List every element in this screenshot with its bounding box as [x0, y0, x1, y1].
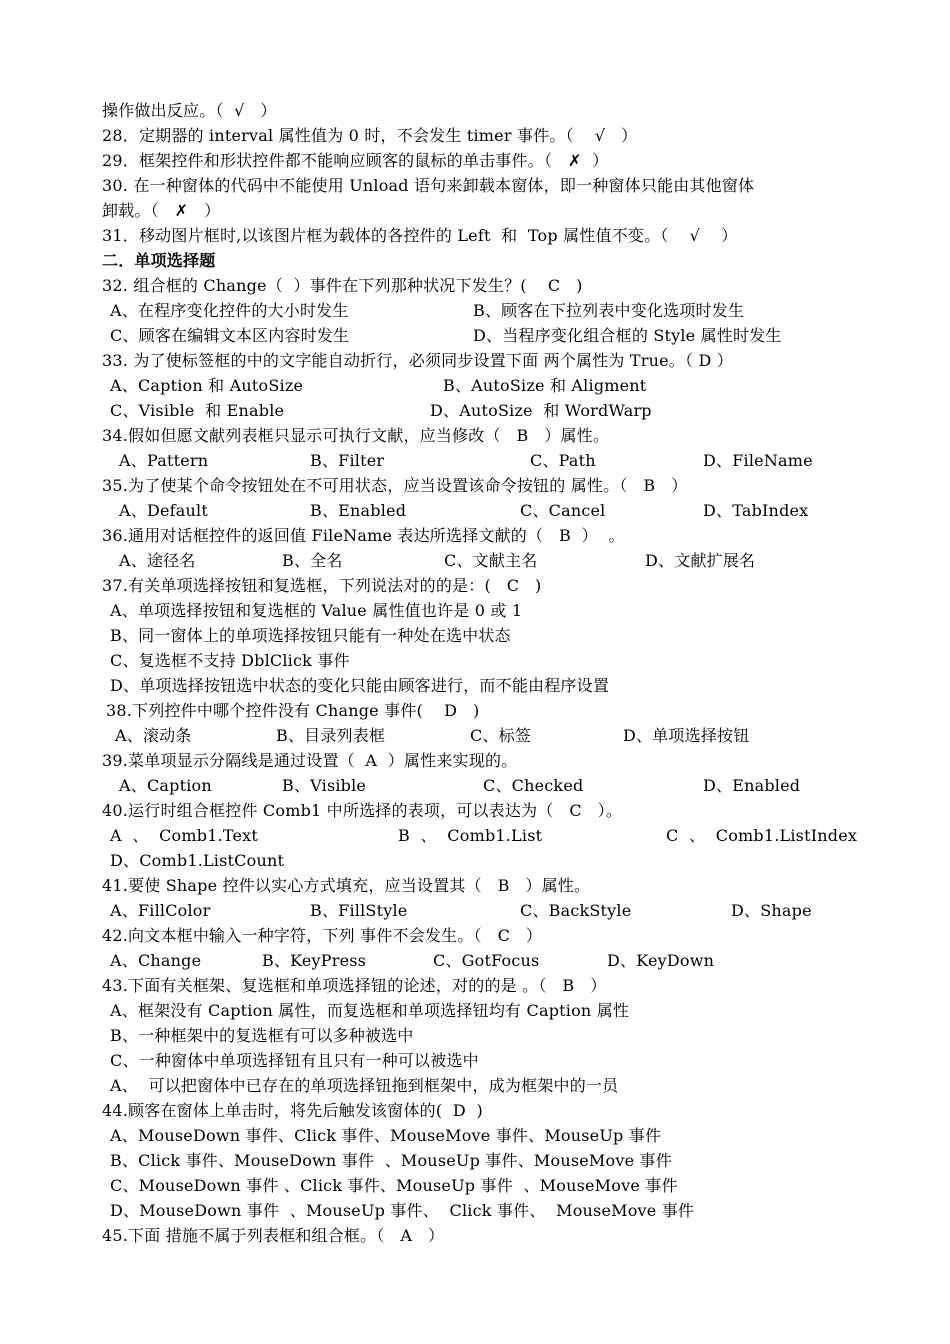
option-line: A、单项选择按钮和复选框的 Value 属性值也许是 0 或 1: [110, 601, 523, 620]
option-line: A、Caption 和 AutoSize: [110, 376, 304, 395]
question-line: 35.为了使某个命令按钮处在不可用状态，应当设置该命令按钮的 属性。（ B ）: [102, 476, 688, 495]
option-line: C 、 Comb1.ListIndex: [666, 826, 858, 845]
tf-line: 卸载。（ ✗ ）: [102, 201, 221, 220]
option-line: D、KeyDown: [607, 951, 715, 970]
option-line: D、Enabled: [703, 776, 801, 795]
option-line: C、一种窗体中单项选择钮有且只有一种可以被选中: [110, 1051, 479, 1070]
option-line: B、KeyPress: [262, 951, 367, 970]
option-line: A、Change: [110, 951, 202, 970]
option-line: D、Shape: [731, 901, 812, 920]
option-line: D、单项选择按钮: [623, 726, 750, 745]
option-line: B、Enabled: [310, 501, 407, 520]
question-line: 44.顾客在窗体上单击时，将先后触发该窗体的( D ): [102, 1101, 483, 1120]
option-line: C、复选框不支持 DblClick 事件: [110, 651, 350, 670]
option-line: C、Cancel: [520, 501, 606, 520]
option-line: D、文献扩展名: [645, 551, 756, 570]
option-line: A、在程序变化控件的大小时发生: [110, 301, 349, 320]
option-line: B、Click 事件、MouseDown 事件 、MouseUp 事件、MouseMove 事件: [110, 1151, 672, 1170]
question-line: 34.假如但愿文献列表框只显示可执行文献，应当修改（ B ）属性。: [102, 426, 610, 445]
option-line: A、Default: [119, 501, 208, 520]
question-line: 38.下列控件中哪个控件没有 Change 事件( D ): [106, 701, 480, 720]
tf-line: 29．框架控件和形状控件都不能响应顾客的鼠标的单击事件。（ ✗ ）: [102, 151, 609, 170]
option-line: D、MouseDown 事件 、MouseUp 事件、 Click 事件、 MouseMove 事件: [110, 1201, 695, 1220]
option-line: A、 可以把窗体中已存在的单项选择钮拖到框架中，成为框架中的一员: [110, 1076, 619, 1095]
option-line: B、同一窗体上的单项选择按钮只能有一种处在选中状态: [110, 626, 511, 645]
option-line: D、当程序变化组合框的 Style 属性时发生: [473, 326, 782, 345]
option-line: D、Comb1.ListCount: [110, 851, 285, 870]
option-line: C、文献主名: [444, 551, 538, 570]
option-line: B、Visible: [282, 776, 367, 795]
tf-line: 30. 在一种窗体的代码中不能使用 Unload 语句来卸载本窗体，即一种窗体只能由其他窗体: [102, 176, 755, 195]
option-line: A、MouseDown 事件、Click 事件、MouseMove 事件、MouseUp 事件: [110, 1126, 662, 1145]
option-line: A、Caption: [119, 776, 212, 795]
option-line: D、TabIndex: [703, 501, 809, 520]
option-line: A、途径名: [119, 551, 196, 570]
tf-line: 28．定期器的 interval 属性值为 0 时，不会发生 timer 事件。（ √ ）: [102, 126, 638, 145]
question-line: 33. 为了使标签框的中的文字能自动折行，必须同步设置下面 两个属性为 True。（ D ）: [102, 351, 733, 370]
option-line: B、一种框架中的复选框有可以多种被选中: [110, 1026, 414, 1045]
question-line: 40.运行时组合框控件 Comb1 中所选择的表项，可以表达为（ C ）。: [102, 801, 623, 820]
option-line: C、GotFocus: [433, 951, 540, 970]
option-line: B、Filter: [310, 451, 385, 470]
question-line: 45.下面 措施不属于列表框和组合框。（ A ）: [102, 1226, 445, 1245]
option-line: A、滚动条: [115, 726, 192, 745]
option-line: B、全名: [282, 551, 343, 570]
option-line: C、Checked: [483, 776, 584, 795]
option-line: C、Visible 和 Enable: [110, 401, 285, 420]
option-line: C、BackStyle: [520, 901, 632, 920]
option-line: B 、 Comb1.List: [398, 826, 543, 845]
tf-line: 操作做出反应。（ √ ）: [102, 101, 277, 120]
question-line: 41.要使 Shape 控件以实心方式填充，应当设置其（ B ）属性。: [102, 876, 591, 895]
option-line: D、单项选择按钮选中状态的变化只能由顾客进行，而不能由程序设置: [110, 676, 610, 695]
question-line: 37.有关单项选择按钮和复选框，下列说法对的的是：( C ): [102, 576, 542, 595]
option-line: D、AutoSize 和 WordWarp: [430, 401, 652, 420]
option-line: B、AutoSize 和 Aligment: [443, 376, 647, 395]
option-line: A 、 Comb1.Text: [110, 826, 259, 845]
question-line: 36.通用对话框控件的返回值 FileName 表达所选择文献的（ B ） 。: [102, 526, 625, 545]
option-line: B、顾客在下拉列表中变化选项时发生: [473, 301, 745, 320]
question-line: 42.向文本框中输入一种字符，下列 事件不会发生。（ C ）: [102, 926, 543, 945]
tf-line: 31．移动图片框时,以该图片框为载体的各控件的 Left 和 Top 属性值不变。（ √ ）: [102, 226, 738, 245]
option-line: B、目录列表框: [276, 726, 386, 745]
question-line: 32. 组合框的 Change（ ）事件在下列那种状况下发生？( C ): [102, 276, 583, 295]
option-line: C、标签: [470, 726, 532, 745]
question-line: 39.菜单项显示分隔线是通过设置（ A ）属性来实现的。: [102, 751, 518, 770]
option-line: A、Pattern: [119, 451, 209, 470]
option-line: C、MouseDown 事件 、Click 事件、MouseUp 事件 、MouseMove 事件: [110, 1176, 678, 1195]
option-line: A、框架没有 Caption 属性，而复选框和单项选择钮均有 Caption 属性: [110, 1001, 630, 1020]
option-line: A、FillColor: [110, 901, 211, 920]
option-line: D、FileName: [703, 451, 813, 470]
option-line: C、Path: [530, 451, 596, 470]
question-line: 43.下面有关框架、复选框和单项选择钮的论述，对的的是 。（ B ）: [102, 976, 607, 995]
section-heading: 二．单项选择题: [102, 251, 216, 270]
option-line: B、FillStyle: [310, 901, 408, 920]
option-line: C、顾客在编辑文本区内容时发生: [110, 326, 350, 345]
